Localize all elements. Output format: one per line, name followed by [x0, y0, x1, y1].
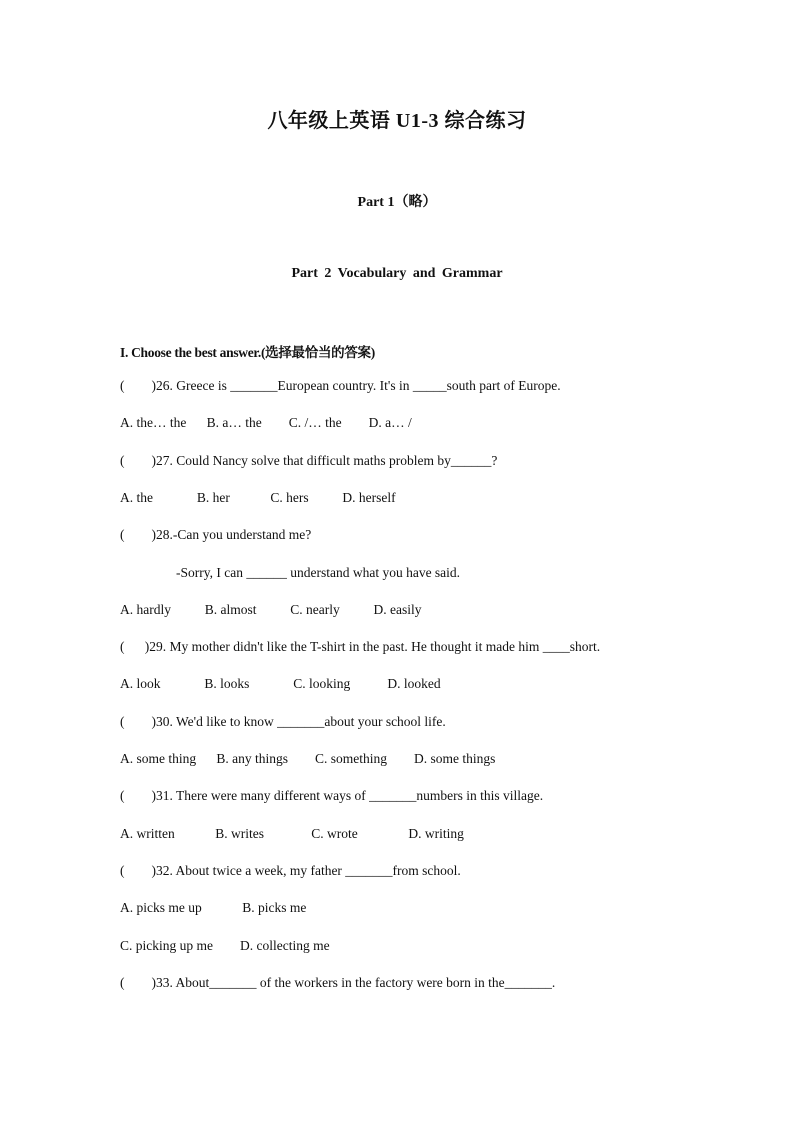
answer-options-line: A. written B. writes C. wrote D. writing [120, 825, 464, 841]
question-line: ( )29. My mother didn't like the T-shirt in the past. He thought it made him ____short. [120, 639, 601, 655]
question-line: ( )30. We'd like to know _______about your school life. [120, 713, 446, 729]
answer-options-line: A. the B. her C. hers D. herself [120, 489, 396, 505]
answer-options-line: A. some thing B. any things C. something D. some things [120, 751, 496, 766]
answer-options-line: C. picking up me D. collecting me [120, 937, 330, 953]
question-line: ( )26. Greece is _______European country. It's in _____south part of Europe. [120, 378, 561, 393]
answer-options-line: A. hardly B. almost C. nearly D. easily [120, 601, 422, 617]
answer-options-line: A. picks me up B. picks me [120, 900, 307, 916]
question-line: ( )33. About_______ of the workers in the factory were born in the_______. [120, 974, 556, 990]
question-line: ( )28.-Can you understand me? [120, 527, 312, 543]
answer-options-line: -Sorry, I can ______ understand what you have said. [176, 564, 461, 580]
part1-heading: Part 1（略） [357, 195, 437, 210]
section-instruction: I. Choose the best answer.(选择最恰当的答案) [120, 345, 375, 360]
worksheet-title: 八年级上英语 U1-3 综合练习 [267, 110, 527, 132]
part2-heading: Part 2 Vocabulary and Grammar [291, 266, 503, 281]
answer-options-line: A. the… the B. a… the C. /… the D. a… / [120, 415, 412, 431]
question-line: ( )31. There were many different ways of _______numbers in this village. [120, 788, 544, 804]
question-line: ( )32. About twice a week, my father _______from school. [120, 862, 461, 878]
answer-options-line: A. look B. looks C. looking D. looked [120, 676, 441, 692]
question-line: ( )27. Could Nancy solve that difficult maths problem by______? [120, 452, 498, 468]
